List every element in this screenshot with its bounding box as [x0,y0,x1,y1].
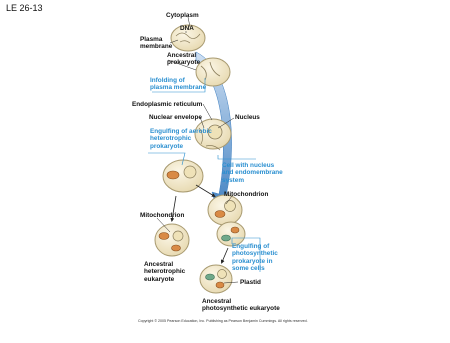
label-nucleus: Nucleus [235,114,260,121]
label-engulfing-aerobic: Engulfing of aerobic heterotrophic prokaryote [150,128,212,150]
ancestral-heterotrophic-eukaryote-cell [155,224,189,256]
label-engulfing-photosynthetic: Engulfing of photosynthetic prokaryote in some cells [232,243,278,273]
label-dna: DNA [180,25,194,32]
label-mitochondrion-right: Mitochondrion [224,191,269,198]
label-mitochondrion-left: Mitochondrion [140,212,185,219]
ancestral-photosynthetic-eukaryote-cell [200,265,232,293]
label-plastid: Plastid [240,279,261,286]
arrow-to-cell5 [196,185,214,196]
label-cell-with-nucleus: Cell with nucleus and endomembrane system [222,162,283,184]
label-ancestral-heterotrophic-eukaryote: Ancestral heterotrophic eukaryote [144,261,186,283]
label-cytoplasm: Cytoplasm [166,12,199,19]
figure-title: LE 26-13 [6,3,43,13]
label-ancestral-prokaryote: Ancestral prokaryote [167,52,201,67]
arrow-to-photosynthetic [222,248,228,262]
label-endoplasmic-reticulum: Endoplasmic reticulum [132,101,203,108]
aerobic-engulfing-cell [163,160,203,192]
label-infolding: Infolding of plasma membrane [150,77,207,92]
copyright-notice: Copyright © 2005 Pearson Education, Inc. Publishing as Pearson Benjamin Cummings. All rights reserved. [138,319,308,323]
cell-with-mitochondrion [208,195,242,225]
label-nuclear-envelope: Nuclear envelope [149,114,202,121]
label-ancestral-photosynthetic-eukaryote: Ancestral photosynthetic eukaryote [202,298,280,313]
label-plasma-membrane: Plasma membrane [140,36,173,51]
